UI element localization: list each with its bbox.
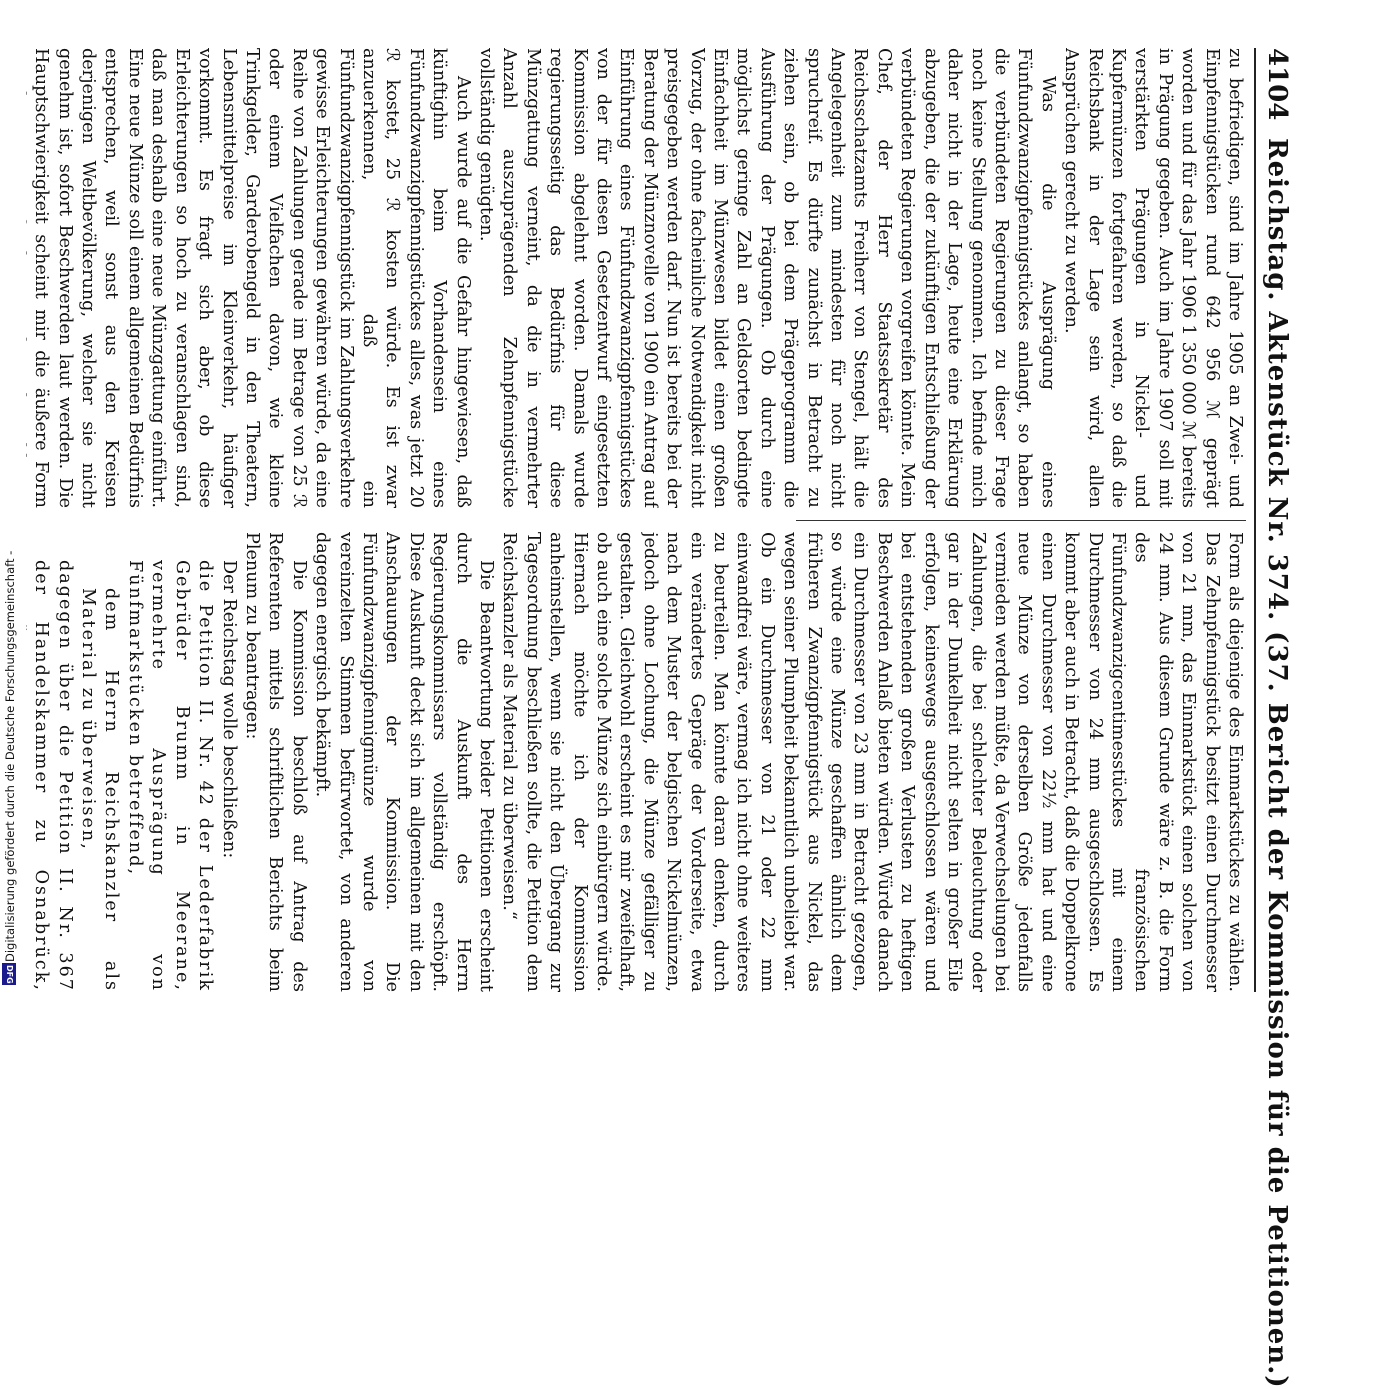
paragraph: zu befriedigen, sind im Jahre 1905 an Zwei- und Einpfennigstücken rund 642 956 ℳ geprägt worden und für das Jahr 1906 1 350 000 ℳ bereits in Prägung gegeben. Auch im Jahre 1907 soll mit verstärkten Prägungen in Nickel- und Kupfermünzen fortgefahren werden, so daß die Reichsbank in der Lage sein wird, allen Ansprüchen gerecht zu werden. [1061,48,1245,508]
column-divider [796,520,1246,521]
left-column [26,48,1246,508]
paragraph: Auch wurde auf die Gefahr hingewiesen, daß künftighin beim Vorhandensein eines Fünfundzwanzigpfennigstückes alles, was jetzt 20 ℛ kostet, 25 ℛ kosten würde. Es ist zwar anzuerkennen, daß ein Fünfundzwanzigpfennigstück im Zahlungsverkehre gewisse Erleichterungen gewähren würde, da eine Reihe von Zahlungen gerade im Betrage von 25 ℛ oder einem Vielfachen davon, wie kleine Trinkgelder, Garderobengeld in den Theatern, Lebensmittelpreise im Kleinverkehr, häufiger vorkommt. Es fragt sich aber, ob diese Erleichterungen so hoch zu veranschlagen sind, daß man deshalb eine neue Münzgattung einführt. Eine neue Münze soll einem allgemeinen Bedürfnis entsprechen, weil sonst aus den Kreisen derjenigen Weltbevölkerung, welcher sie nicht genehm ist, sofort Beschwerden laut werden. Die Hauptschwierigkeit scheint mir die äußere Form [31,48,473,508]
rotated-page [0,40,1300,1389]
paragraph: Der Reichstag wolle beschließen: [218,560,239,859]
paragraph: Die Kommission beschloß auf Antrag des Referenten mittels schriftlichen Berichts beim Plenum zu beantragen: [241,532,309,992]
paragraph: Was die Ausprägung eines Fünfundzwanzigpfennigstückes anlangt, so haben die verbündeten Regierungen zu dieser Frage noch keine Stellung genommen. Ich befinde mich daher nicht in der Lage, heute eine Erklärung abzugeben, die der zukünftigen Entschließung der verbündeten Regierungen vorgreifen könnte. Mein Chef, der Herr Staatssekretär des Reichsschatzamts Freiherr von Stengel, hält die Angelegenheit zum mindesten für noch nicht spruchreif. Es dürfte zunächst in Betracht zu ziehen sein, ob bei dem Prägeprogramm die Ausführung der Prägungen. Ob durch eine möglichst geringe Zahl an Geldsorten bedingte Einfachheit im Münzwesen bildet einen großen Vorzug, der ohne facheinliche Notwendigkeit nicht preisgegeben werden darf. Nun ist bereits bei der Beratung der Münznovelle von 1900 ein Antrag auf Einführung eines Fünfundzwanzigpfennigstückes von der für diesen Gesetzentwurf eingesetzten Kommission abgelehnt worden. Damals wurde regierungsseitig das Bedürfnis für diese Münzgattung verneint, da die in vermehrter Anzahl auszuprägenden Zehnpfennigstücke vollständig genügten. [476,48,1058,508]
motion-text: dagegen über die Petition II. Nr. 367 der Handelskammer zu Osnabrück, [31,560,75,992]
right-column [26,532,1246,992]
header-rule [1254,48,1256,992]
dfg-logo-icon: DFG [2,963,16,985]
running-title: Reichstag. Aktenstück Nr. 374. (37. Bericht der Kommission für die Petitionen.) [1262,138,1292,1389]
page-number: 4104 [1262,48,1292,121]
page-header [1258,48,1292,1389]
paragraph: Die Beantwortung beider Petitionen erscheint durch die Auskunft des Herrn Regierungskommissars vollständig erschöpft. Diese Auskunft deckt sich im allgemeinen mit den Anschauungen der Kommission. Die Fünfundzwanzigpfennigmünze wurde von vereinzelten Stimmen befürwortet, von anderen dagegen energisch bekämpft. [312,532,496,992]
paragraph: Form als diejenige des Einmarkstückes zu wählen. Das Zehnpfennigstück besitzt einen Durchmesser von 21 mm, das Einmarkstück einen solchen von 24 mm. Aus diesem Grunde wäre z. B. die Form des französischen Fünfundzwanzigcentimesstückes mit einem Durchmesser von 24 mm ausgeschlossen. Es kommt aber auch in Betracht, daß die Doppelkrone einen Durchmesser von 22½ mm hat und eine neue Münze von derselben Größe jedenfalls vermieden werden müßte, da Verwechselungen bei Zahlungen, die bei schlechter Beleuchtung oder gar in der Dunkelheit nicht selten in großer Eile erfolgen, keineswegs ausgeschlossen wären und bei entstehenden großen Verlusten zu heftigen Beschwerden Anlaß bieten würden. Würde danach ein Durchmesser von 23 mm in Betracht gezogen, so würde eine Münze geschaffen ähnlich dem früheren Zwanzigpfennigstück aus Nickel, das wegen seiner Plumpheit bekanntlich unbeliebt war. Ob ein Durchmesser von 21 oder 22 mm einwandfrei wäre, vermag ich nicht ohne weiteres zu beurteilen. Man könnte daran denken, durch ein verändertes Gepräge der Vorderseite, etwa nach dem Muster der belgischen Nickelmünzen, jedoch ohne Lochung, die Münze gefälliger zu gestalten. Gleichwohl erscheint es mir zweifelhaft, ob auch eine solche Münze sich einbürgern würde. Hiernach möchte ich der Kommission anheimstellen, wenn sie nicht den Übergang zur Tagesordnung beschließen sollte, die Petition dem Reichskanzler als Material zu überweisen.“ [499,532,1245,992]
motion-text: die Petition II. Nr. 42 der Lederfabrik Gebrüder Brumm in Meerane, vermehrte Ausprägung von Fünfmarkstücken betreffend, [124,560,216,992]
motion-text: dem Herrn Reichskanzler als Material zu überweisen, [78,588,122,992]
credit-text: Digitalisierung gefördert durch die Deutsche Forschungsgemeinschaft - [3,550,17,962]
digitization-credit [0,0,18,1000]
